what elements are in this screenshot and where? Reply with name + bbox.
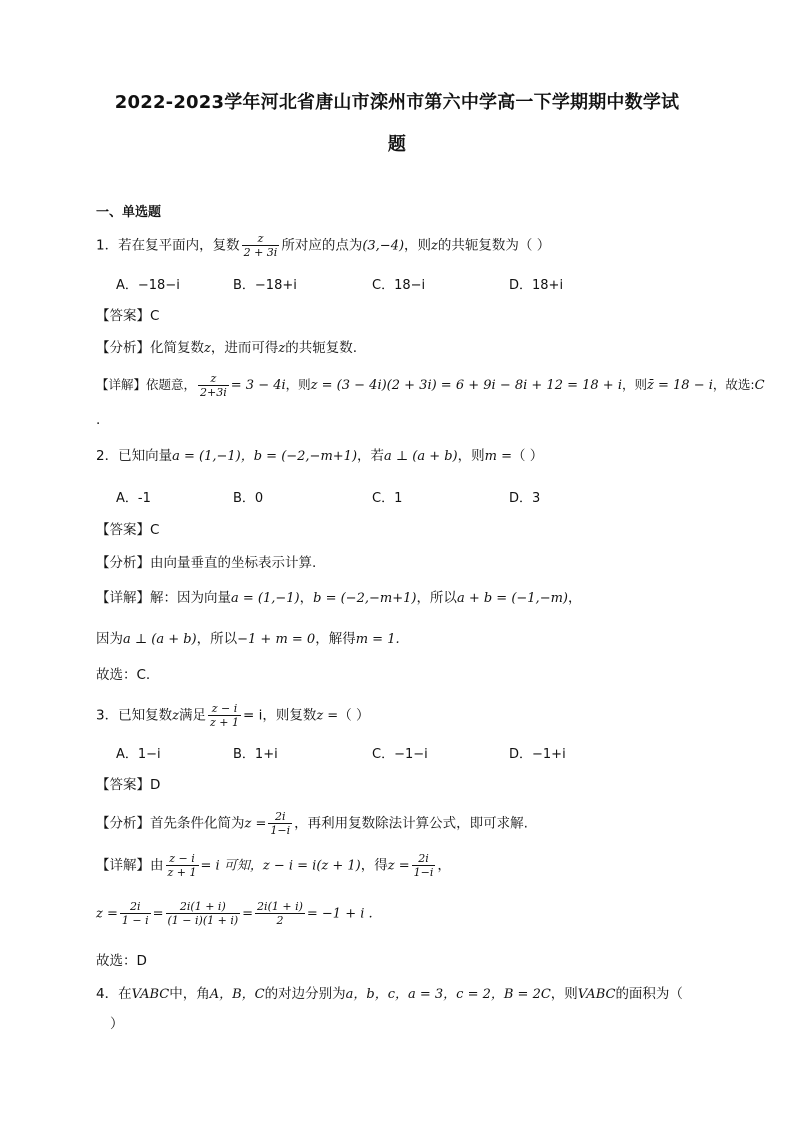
q3-option-b: B．1+i — [233, 747, 278, 762]
q1-option-d: D．18+i — [509, 278, 564, 293]
section-heading: 一、单选题 — [96, 205, 162, 220]
q2-option-b: B．0 — [233, 491, 264, 506]
question-4: 4．在VABC中，角A，B，C的对边分别为a，b，c，a = 3，c = 2，B = 2C，则VABC的面积为（ — [96, 986, 683, 1002]
page-title-line1: 2022-2023学年河北省唐山市滦州市第六中学高一下学期期中数学试 — [114, 92, 680, 113]
q3-equation: z = $\frac{2i}{1 - i}$ = $\frac{2i(1 + i)}{(1 - i)(1 + i)}$ = $\frac{2i(1 + i)}{2}$ = −1 + i . — [96, 900, 373, 927]
q3-analysis: 【分析】首先条件化简为z = $\frac{2i}{1-i}$ ，再利用复数除法计算公式，即可求解. — [96, 810, 528, 837]
question-4-line2: ） — [110, 1016, 124, 1032]
q1-option-b: B．−18+i — [233, 278, 297, 293]
q1-period: . — [96, 412, 101, 428]
page-title-line2: 题 — [387, 134, 407, 155]
q1-detail: 【详解】依题意， $\frac{z}{2+3i}$ = 3 − 4i，则z = (3 − 4i)(2 + 3i) = 6 + 9i − 8i + 12 = 18 + i，则z̄ = 18 − i，故选:C — [96, 372, 765, 399]
q1-option-a: A．−18−i — [116, 278, 180, 293]
q1-option-c: C．18−i — [372, 278, 426, 293]
fraction: $\frac{z}{2 + 3i}$ — [243, 232, 278, 259]
q3-choose: 故选：D — [96, 953, 147, 969]
question-1: 1．若在复平面内，复数 $\frac{z}{2 + 3i}$ 所对应的点为(3,−4)，则z的共轭复数为（ ） — [96, 232, 551, 259]
q1-answer: 【答案】C — [96, 308, 160, 324]
q3-option-a: A．1−i — [116, 747, 161, 762]
q2-answer: 【答案】C — [96, 522, 160, 538]
q2-analysis: 【分析】由向量垂直的坐标表示计算. — [96, 555, 317, 571]
q2-option-d: D．3 — [509, 491, 541, 506]
question-3: 3．已知复数z满足 $\frac{z - i}{z + 1}$ = i，则复数z =（ ） — [96, 702, 370, 729]
q3-detail: 【详解】由 $\frac{z - i}{z + 1}$ = i 可知，z − i = i(z + 1)，得z = $\frac{2i}{1-i}$ ， — [96, 852, 451, 879]
q2-option-a: A．-1 — [116, 491, 151, 506]
q3-option-c: C．−1−i — [372, 747, 428, 762]
question-2: 2．已知向量a = (1,−1)，b = (−2,−m+1)，若a ⊥ (a + b)，则m =（ ） — [96, 448, 544, 464]
q1-analysis: 【分析】化简复数z，进而可得z的共轭复数. — [96, 340, 358, 356]
q3-answer: 【答案】D — [96, 777, 161, 793]
q3-option-d: D．−1+i — [509, 747, 566, 762]
q2-detail-line2: 因为a ⊥ (a + b)，所以−1 + m = 0，解得m = 1. — [96, 631, 400, 647]
q2-detail: 【详解】解：因为向量a = (1,−1)，b = (−2,−m+1)，所以a + b = (−1,−m)， — [96, 590, 582, 606]
q2-choose: 故选：C. — [96, 667, 151, 683]
q2-option-c: C．1 — [372, 491, 403, 506]
